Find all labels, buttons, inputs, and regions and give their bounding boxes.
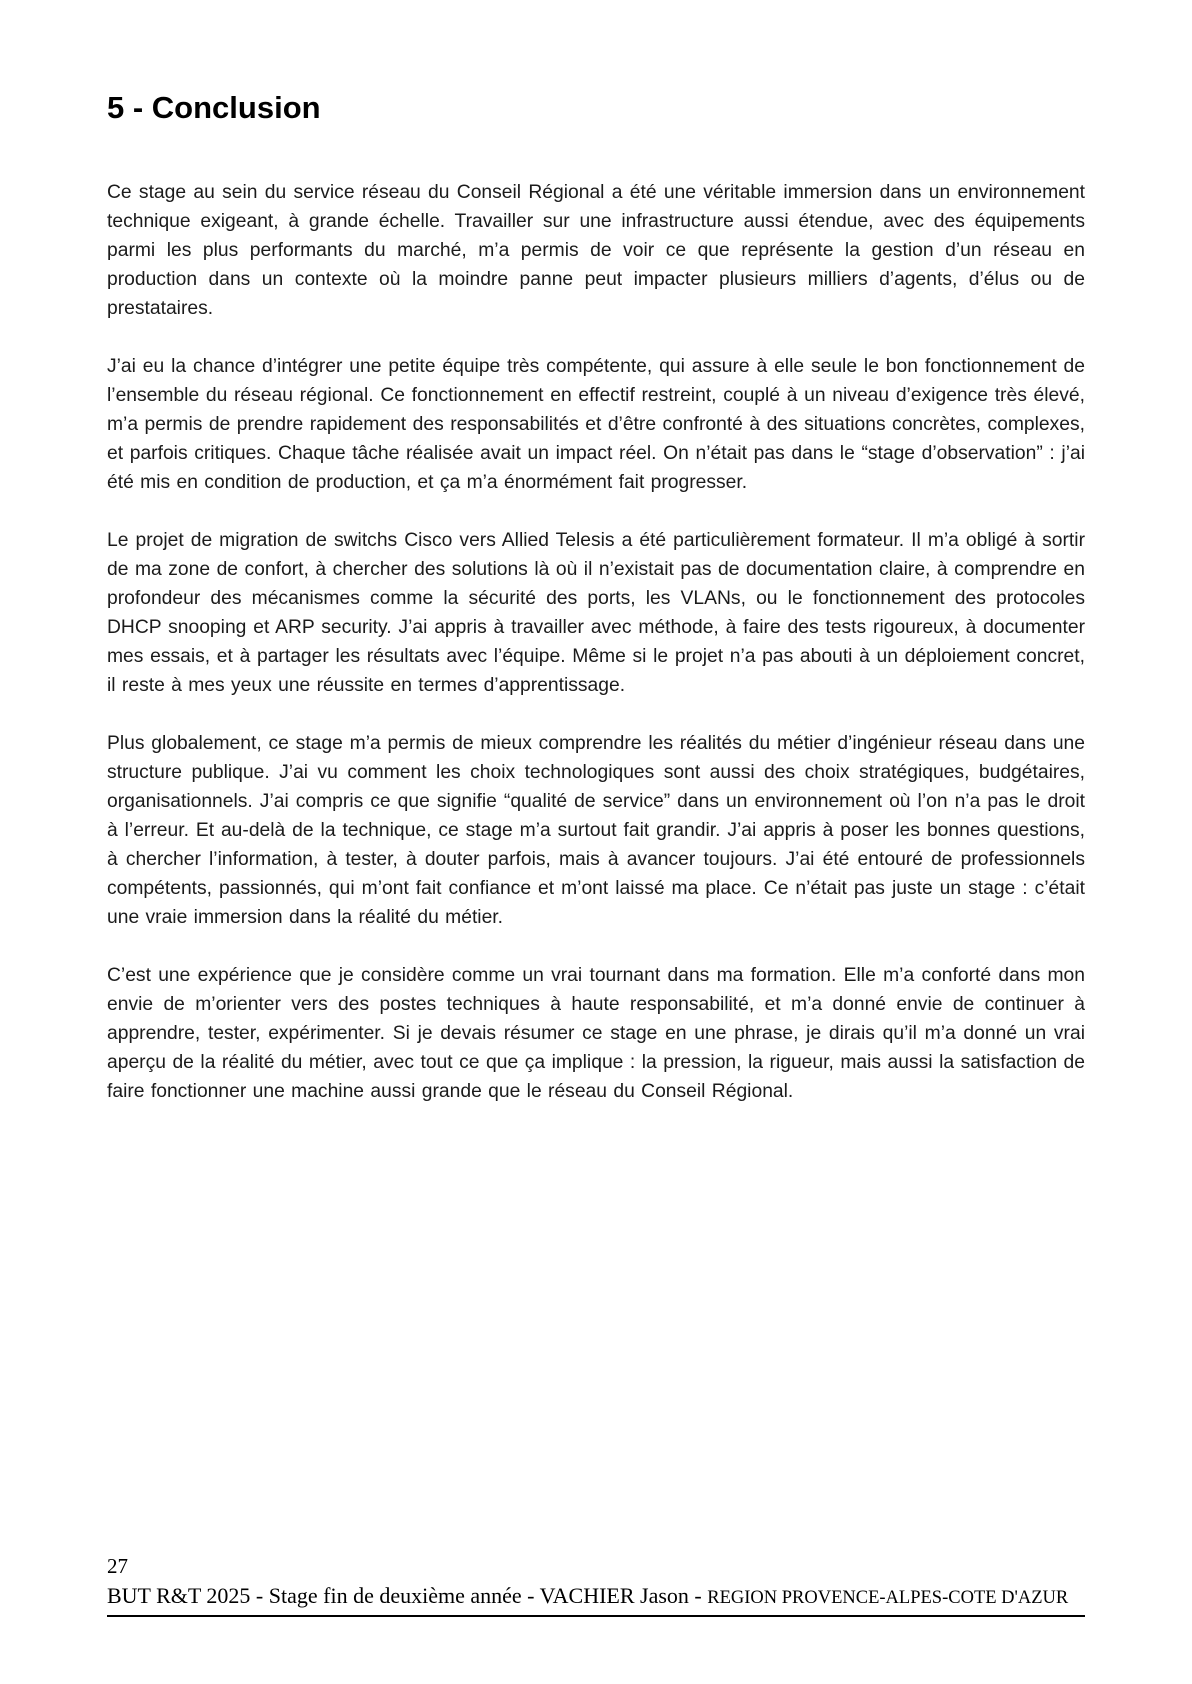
paragraph-3: Le projet de migration de switchs Cisco vers Allied Telesis a été particulièrement formateur. Il m’a obligé à sortir de ma zone de confort, à chercher des solutions là où il n’existait pas de documentation claire, à comprendre en profondeur des mécanismes comme la sécurité des ports, les VLANs, ou le fonctionnement des protocoles DHCP snooping et ARP security. J’ai appris à travailler avec méthode, à faire des tests rigoureux, à documenter mes essais, et à partager les résultats avec l’équipe. Même si le projet n’a pas abouti à un déploiement concret, il reste à mes yeux une réussite en termes d’apprentissage. <box>107 530 1085 696</box>
page-number: 27 <box>107 1554 128 1578</box>
page-footer <box>107 1553 1085 1617</box>
paragraph-5: C’est une expérience que je considère comme un vrai tournant dans ma formation. Elle m’a conforté dans mon envie de m’orienter vers des postes techniques à haute responsabilité, et m’a donné envie de continuer à apprendre, tester, expérimenter. Si je devais résumer ce stage en une phrase, je dirais qu’il m’a donné un vrai aperçu de la réalité du métier, avec tout ce que ça implique : la pression, la rigueur, mais aussi la satisfaction de faire fonctionner une machine aussi grande que le réseau du Conseil Régional. <box>107 965 1085 1102</box>
body-text <box>107 178 1085 1106</box>
footer-main-text: BUT R&T 2025 - Stage fin de deuxième année - VACHIER Jason - <box>107 1583 708 1608</box>
page-content <box>107 90 1085 1135</box>
paragraph-1: Ce stage au sein du service réseau du Conseil Régional a été une véritable immersion dans un environnement technique exigeant, à grande échelle. Travailler sur une infrastructure aussi étendue, avec des équipements parmi les plus performants du marché, m’a permis de voir ce que représente la gestion d’un réseau en production dans un contexte où la moindre panne peut impacter plusieurs milliers d’agents, d’élus ou de prestataires. <box>107 182 1085 319</box>
page-title: 5 - Conclusion <box>107 90 321 125</box>
paragraph-4: Plus globalement, ce stage m’a permis de mieux comprendre les réalités du métier d’ingénieur réseau dans une structure publique. J’ai vu comment les choix technologiques sont aussi des choix stratégiques, budgétaires, organisationnels. J’ai compris ce que signifie “qualité de service” dans un environnement où l’on n’a pas le droit à l’erreur. Et au-delà de la technique, ce stage m’a surtout fait grandir. J’ai appris à poser les bonnes questions, à chercher l’information, à tester, à douter parfois, mais à avancer toujours. J’ai été entouré de professionnels compétents, passionnés, qui m’ont fait confiance et m’ont laissé ma place. Ce n’était pas juste un stage : c’était une vraie immersion dans la réalité du métier. <box>107 733 1085 928</box>
paragraph-2: J’ai eu la chance d’intégrer une petite équipe très compétente, qui assure à elle seule le bon fonctionnement de l’ensemble du réseau régional. Ce fonctionnement en effectif restreint, couplé à un niveau d’exigence très élevé, m’a permis de prendre rapidement des responsabilités et d’être confronté à des situations concrètes, complexes, et parfois critiques. Chaque tâche réalisée avait un impact réel. On n’était pas dans le “stage d’observation” : j’ai été mis en condition de production, et ça m’a énormément fait progresser. <box>107 356 1085 493</box>
footer-region-text: REGION PROVENCE-ALPES-COTE D'AZUR <box>707 1588 1069 1608</box>
footer-text <box>107 1582 1085 1617</box>
